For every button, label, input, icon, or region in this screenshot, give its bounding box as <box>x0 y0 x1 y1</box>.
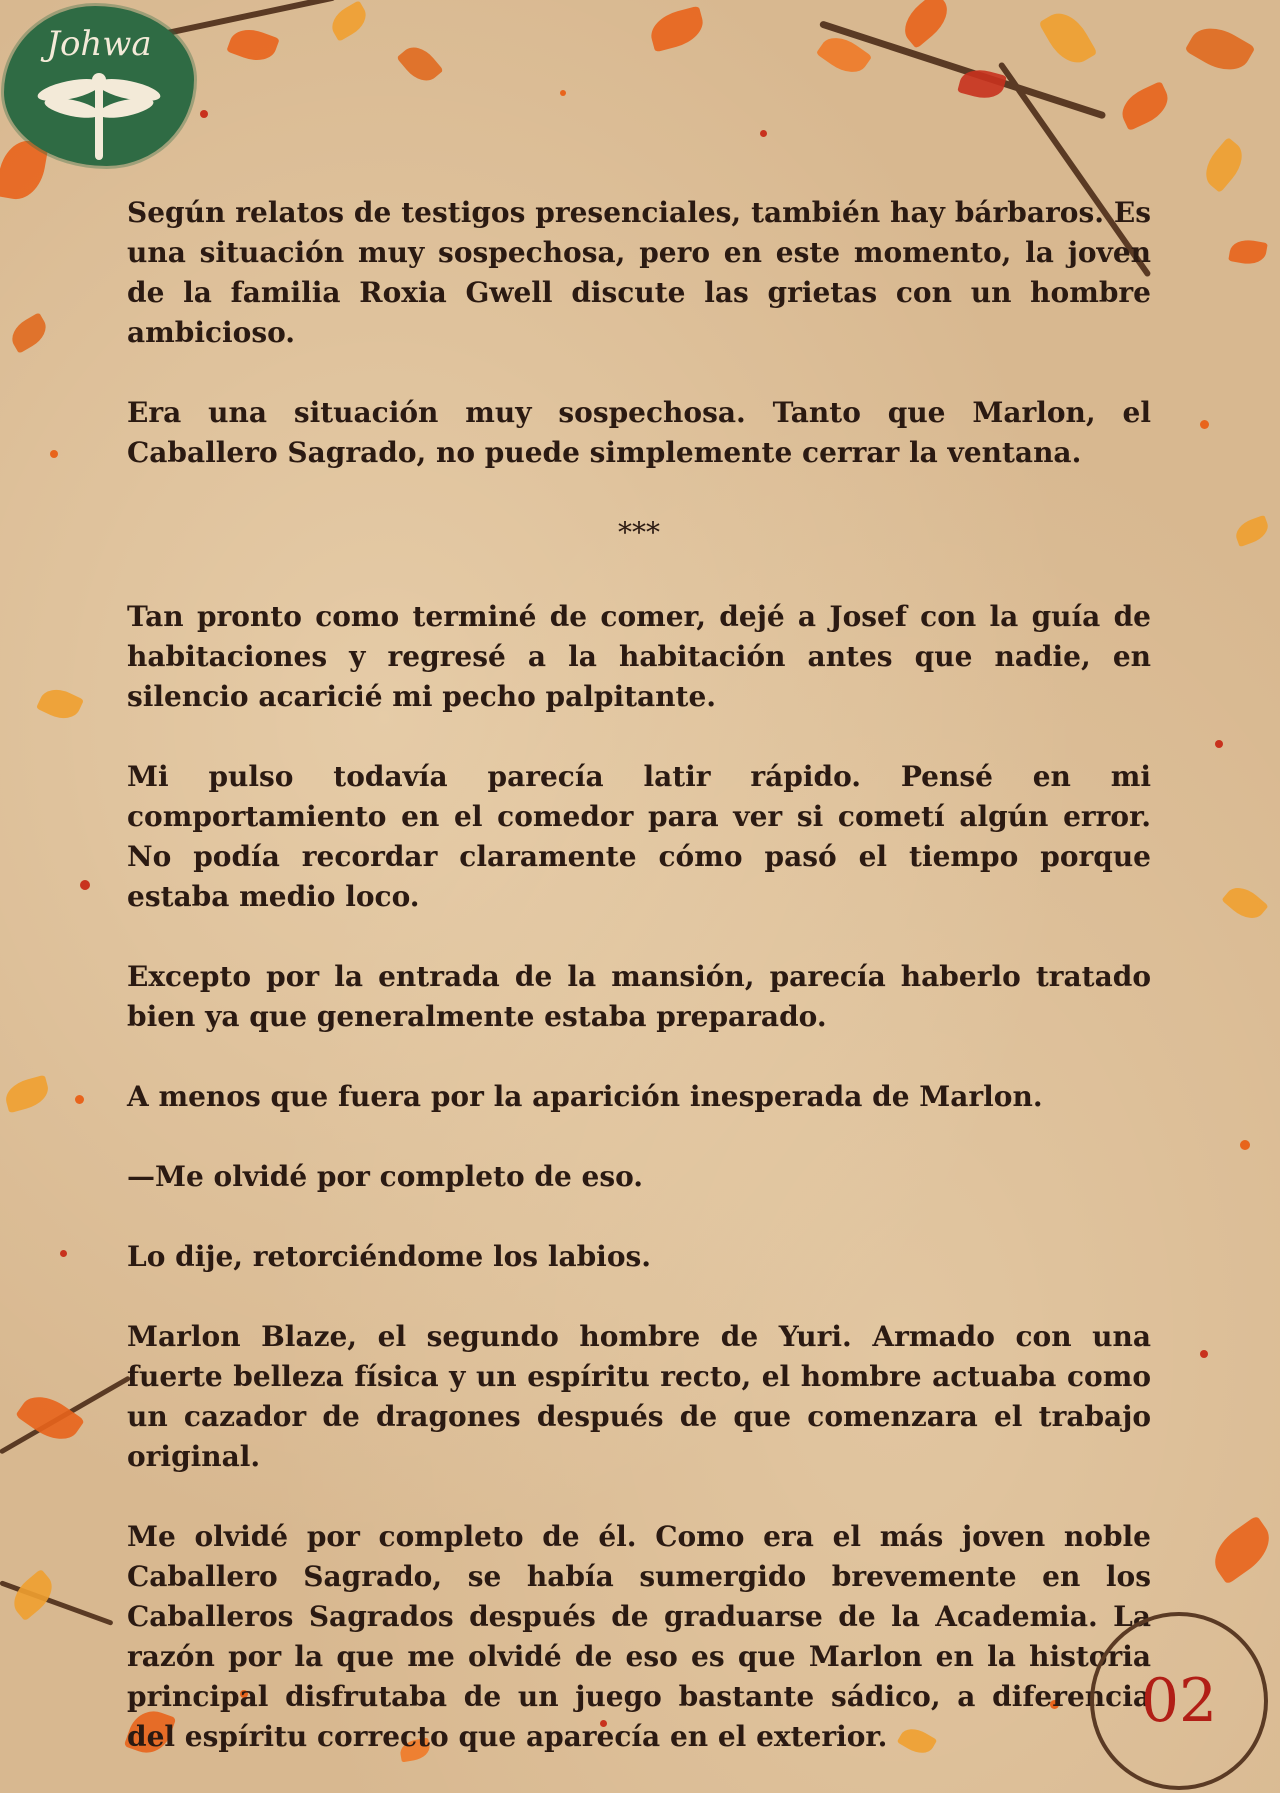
speck <box>75 1095 84 1104</box>
paragraph: Tan pronto como terminé de comer, dejé a Josef con la guía de habitaciones y regresé a la habitación antes que nadie, en silencio acaricié mi pecho palpitante. <box>127 600 1151 713</box>
leaf <box>6 1569 61 1622</box>
speck <box>760 130 767 137</box>
paragraph: Mi pulso todavía parecía latir rápido. Pensé en mi comportamiento en el comedor para ver si cometí algún error. No podía recordar claramente cómo pasó el tiempo porque estaba medio loco. <box>127 760 1151 913</box>
speck <box>200 110 208 118</box>
paragraph: Lo dije, retorciéndome los labios. <box>127 1240 652 1273</box>
paragraph: Era una situación muy sospechosa. Tanto que Marlon, el Caballero Sagrado, no puede simplemente cerrar la ventana. <box>127 396 1151 469</box>
paragraph: —Me olvidé por completo de eso. <box>127 1160 644 1193</box>
leaf <box>2 1075 52 1113</box>
speck <box>560 90 566 96</box>
chapter-text <box>127 193 1151 1793</box>
leaf <box>396 40 443 89</box>
page-number: 02 <box>1140 1666 1218 1736</box>
leaf <box>326 0 372 42</box>
speck <box>60 1250 67 1257</box>
paragraph: Según relatos de testigos presenciales, también hay bárbaros. Es una situación muy sospechosa, pero en este momento, la joven de la familia Roxia Gwell discute las grietas con un hombre ambicioso. <box>127 196 1151 349</box>
leaf <box>1197 137 1251 193</box>
dragonfly-icon <box>34 72 164 162</box>
paragraph: Marlon Blaze, el segundo hombre de Yuri. Armado con una fuerte belleza física y un espíritu recto, el hombre actuaba como un cazador de dragones después de que comenzara el trabajo original. <box>127 1320 1151 1473</box>
speck <box>1200 1350 1208 1358</box>
paragraph: A menos que fuera por la aparición inesperada de Marlon. <box>127 1080 1043 1113</box>
leaf <box>896 0 956 49</box>
leaf <box>1228 237 1268 267</box>
leaf <box>36 683 84 725</box>
speck <box>1200 420 1209 429</box>
leaf <box>226 23 279 67</box>
speck <box>50 450 58 458</box>
leaf <box>1204 1515 1279 1584</box>
paragraph: Me olvidé por completo de él. Como era el más joven noble Caballero Sagrado, se había sumergido brevemente en los Caballeros Sagrados después de graduarse de la Academia. La razón por la que me olvidé de eso es que Marlon en la historia principal disfrutaba de un juego bastante sádico, a diferencia del espíritu correcto que aparecía en el exterior. <box>127 1520 1151 1753</box>
leaf <box>647 6 708 53</box>
speck <box>80 880 90 890</box>
paragraph: Excepto por la entrada de la mansión, parecía haberlo tratado bien ya que generalmente estaba preparado. <box>127 960 1151 1033</box>
leaf <box>1232 515 1271 547</box>
leaf <box>1221 880 1268 926</box>
leaf <box>6 312 52 354</box>
scene-separator: *** <box>618 516 660 549</box>
leaf <box>1038 5 1097 71</box>
speck <box>1215 740 1223 748</box>
logo-text: Johwa <box>46 24 152 64</box>
johwa-logo <box>4 6 194 166</box>
speck <box>1240 1140 1250 1150</box>
leaf <box>1116 81 1175 131</box>
leaf <box>1185 18 1256 81</box>
